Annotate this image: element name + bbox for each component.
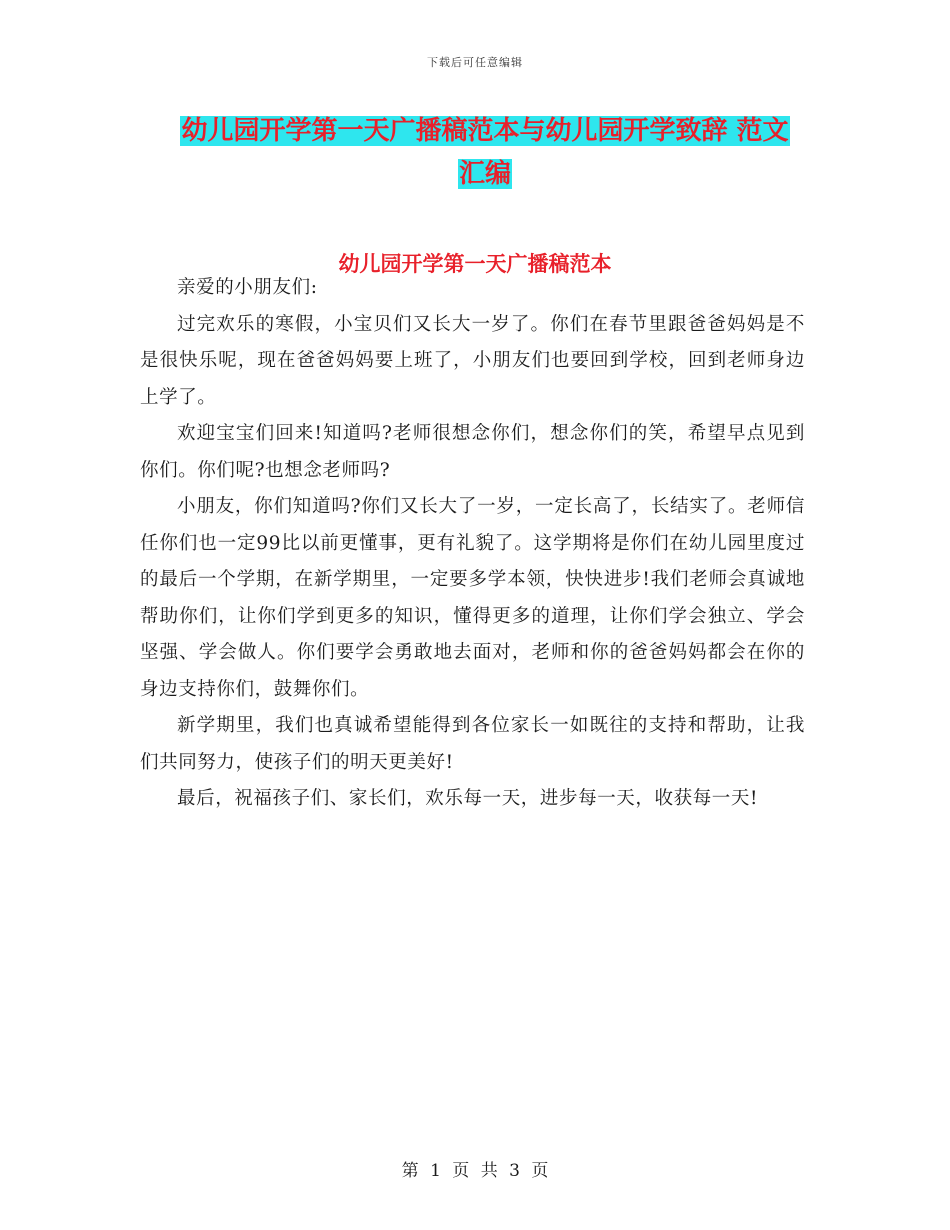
page-header-note: 下载后可任意编辑 <box>427 56 523 69</box>
paragraph: 过完欢乐的寒假，小宝贝们又长大一岁了。你们在春节里跟爸爸妈妈是不是很快乐呢，现在爸爸妈妈要上班了，小朋友们也要回到学校，回到老师身边上学了。 <box>140 313 805 408</box>
paragraph: 欢迎宝宝们回来!知道吗?老师很想念你们，想念你们的笑，希望早点见到你们。你们呢?也想念老师吗? <box>140 423 805 481</box>
document-title-line1: 幼儿园开学第一天广播稿范本与幼儿园开学致辞 范文 <box>181 116 789 146</box>
document-title-line2: 汇编 <box>458 159 511 189</box>
paragraph-greeting: 亲爱的小朋友们: <box>177 277 318 298</box>
paragraph: 新学期里，我们也真诚希望能得到各位家长一如既往的支持和帮助，让我们共同努力，使孩子们的明天更美好! <box>140 715 805 773</box>
document-body <box>140 270 805 818</box>
paragraph-closing: 最后，祝福孩子们、家长们，欢乐每一天，进步每一天，收获每一天! <box>177 788 759 809</box>
section-title: 幼儿园开学第一天广播稿范本 <box>338 252 612 276</box>
paragraph: 小朋友，你们知道吗?你们又长大了一岁，一定长高了，长结实了。老师信任你们也一定99比以前更懂事，更有礼貌了。这学期将是你们在幼儿园里度过的最后一个学期，在新学期里，一定要多学本领，快快进步!我们老师会真诚地帮助你们，让你们学到更多的知识，懂得更多的道理，让你们学会独立、学会坚强、学会做人。你们要学会勇敢地去面对，老师和你的爸爸妈妈都会在你的身边支持你们，鼓舞你们。 <box>140 496 805 700</box>
document-title <box>140 110 830 196</box>
page-number-footer: 第 1 页 共 3 页 <box>401 1161 549 1181</box>
